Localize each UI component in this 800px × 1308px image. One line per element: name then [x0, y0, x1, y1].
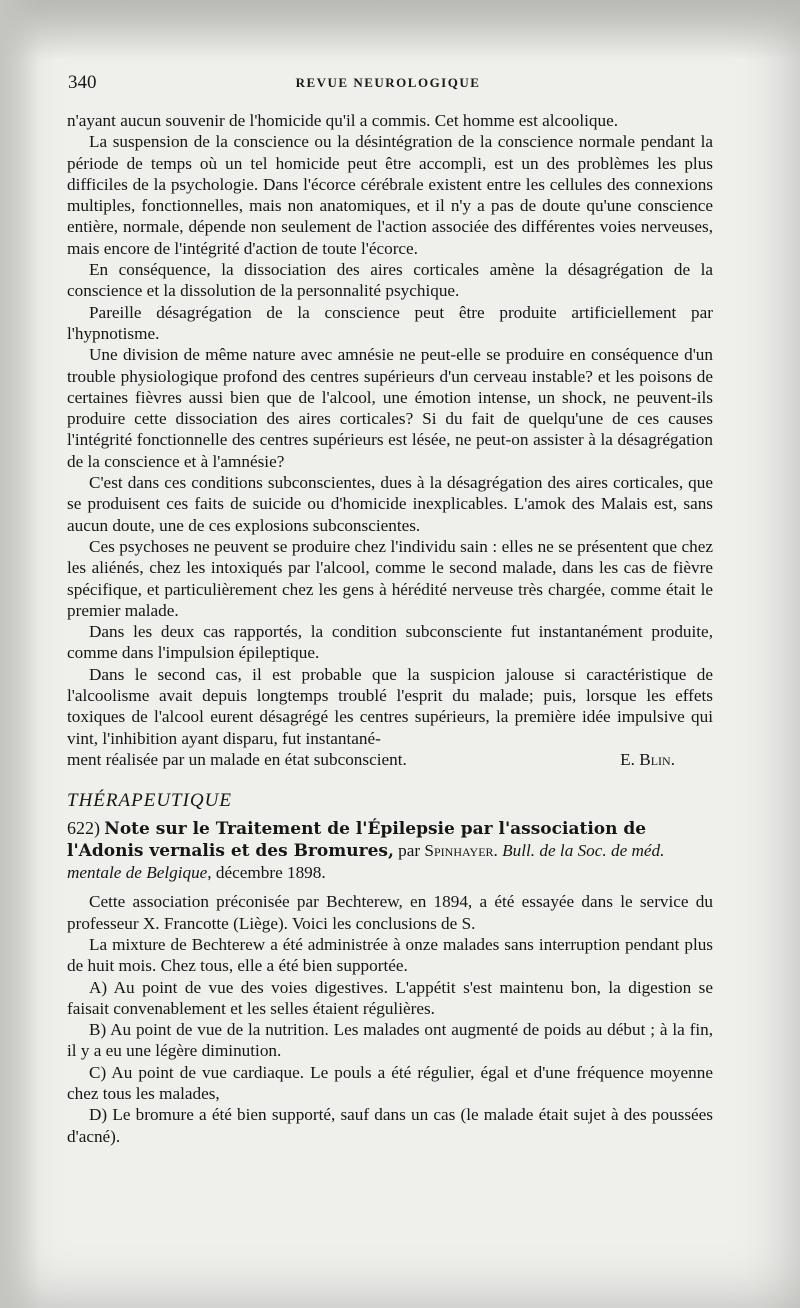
paragraph: Cette association préconisée par Bechterew, en 1894, a été essayée dans le service du professeur X. Francotte (Liège). Voici les conclusions de S. [67, 892, 713, 933]
signature-line [67, 749, 713, 770]
paragraph: A) Au point de vue des voies digestives. L'appétit s'est maintenu bon, la digestion se faisait convenablement et les selles étaient régulières. [67, 977, 713, 1018]
paragraph-last-line: ment réalisée par un malade en état subconscient. [67, 749, 407, 769]
paragraph: C) Au point de vue cardiaque. Le pouls a été régulier, égal et d'une fréquence moyenne chez tous les malades, [67, 1062, 713, 1104]
author-signature: E. Blin. [620, 749, 675, 769]
paragraph: B) Au point de vue de la nutrition. Les malades ont augmenté de poids au début ; à la fin, il y a eu une légère diminution. [67, 1020, 713, 1061]
entry-heading [67, 818, 713, 884]
page-top-shadow [0, 0, 800, 60]
running-title: REVUE NEUROLOGIQUE [295, 75, 481, 90]
paragraph: En conséquence, la dissociation des aires corticales amène la désagrégation de la conscience et la dissolution de la personnalité psychique. [67, 260, 713, 301]
page-number: 340 [68, 72, 97, 93]
paragraph: La mixture de Bechterew a été administrée à onze malades sans interruption pendant plus de huit mois. Chez tous, elle a été bien supportée. [67, 934, 713, 976]
section-title: THÉRAPEUTIQUE [67, 790, 232, 812]
entry-by: par [398, 840, 421, 860]
paragraph: Une division de même nature avec amnésie ne peut-elle se produire en conséquence d'un trouble physiologique profond des centres supérieurs d'un cerveau instable? et les poisons de certaines fièvres aussi bien que de l'alcool, une émotion intense, un shock, ne peuvent-ils produire cette dissociation des aires corticales? Si du fait de quelqu'une de ces causes l'intégrité fonctionnelle des centres supérieurs est lésée, ne peut-on assister à la désagrégation de la conscience et à l'amnésie? [67, 345, 713, 471]
page-content [67, 110, 713, 1147]
entry-journal: Bull. de la Soc. de méd. mentale de Belgique, [67, 840, 665, 883]
paragraph: La suspension de la conscience ou la désintégration de la conscience normale pendant la période de temps où un tel homicide peut être accompli, est un des problèmes les plus difficiles de la psychologie. Dans l'écorce cérébrale existent entre les cellules des connexions multiples, fonctionnelles, mais non anatomiques, et il n'y a pas de doute qu'une conscience entière, normale, dépende non seulement de l'action associée des différentes voies nerveuses, mais encore de l'intégrité d'action de toute l'écorce. [67, 132, 713, 258]
paragraph: Ces psychoses ne peuvent se produire chez l'individu sain : elles ne se présentent que chez les aliénés, chez les intoxiqués par l'alcool, comme le second malade, dans les cas de fièvre spécifique, et particulièrement chez les gens à hérédité nerveuse très chargée, comme était le premier malade. [67, 536, 713, 620]
entry-title: Note sur le Traitement de l'Épilepsie par l'association de l'Adonis vernalis et des Bromures, [67, 818, 647, 861]
page-left-shadow [0, 0, 40, 1308]
paragraph: D) Le bromure a été bien supporté, sauf dans un cas (le malade était sujet à des poussées d'acné). [67, 1105, 713, 1146]
paragraph: Pareille désagrégation de la conscience peut être produite artificiellement par l'hypnotisme. [67, 302, 713, 343]
paragraph: Dans le second cas, il est probable que la suspicion jalouse si caractéristique de l'alcoolisme avait depuis longtemps troublé l'esprit du malade; puis, lorsque les effets toxiques de l'alcool eurent désagrégé les centres supérieurs, la première idée impulsive qui vint, l'inhibition ayant disparu, fut instantané- [67, 664, 713, 748]
paragraph: C'est dans ces conditions subconscientes, dues à la désagrégation des aires corticales, que se produisent ces faits de suicide ou d'homicide inexplicables. L'amok des Malais est, sans aucun doute, une de ces explosions subconscientes. [67, 473, 713, 535]
paragraph: Dans les deux cas rapportés, la condition subconsciente fut instantanément produite, comme dans l'impulsion épileptique. [67, 622, 713, 663]
paragraph: n'ayant aucun souvenir de l'homicide qu'il a commis. Cet homme est alcoolique. [67, 111, 619, 130]
page-header [68, 72, 708, 96]
entry-date: décembre 1898. [215, 863, 326, 883]
entry-number: 622) [67, 817, 100, 838]
entry-author: Spinhayer. [424, 840, 498, 860]
